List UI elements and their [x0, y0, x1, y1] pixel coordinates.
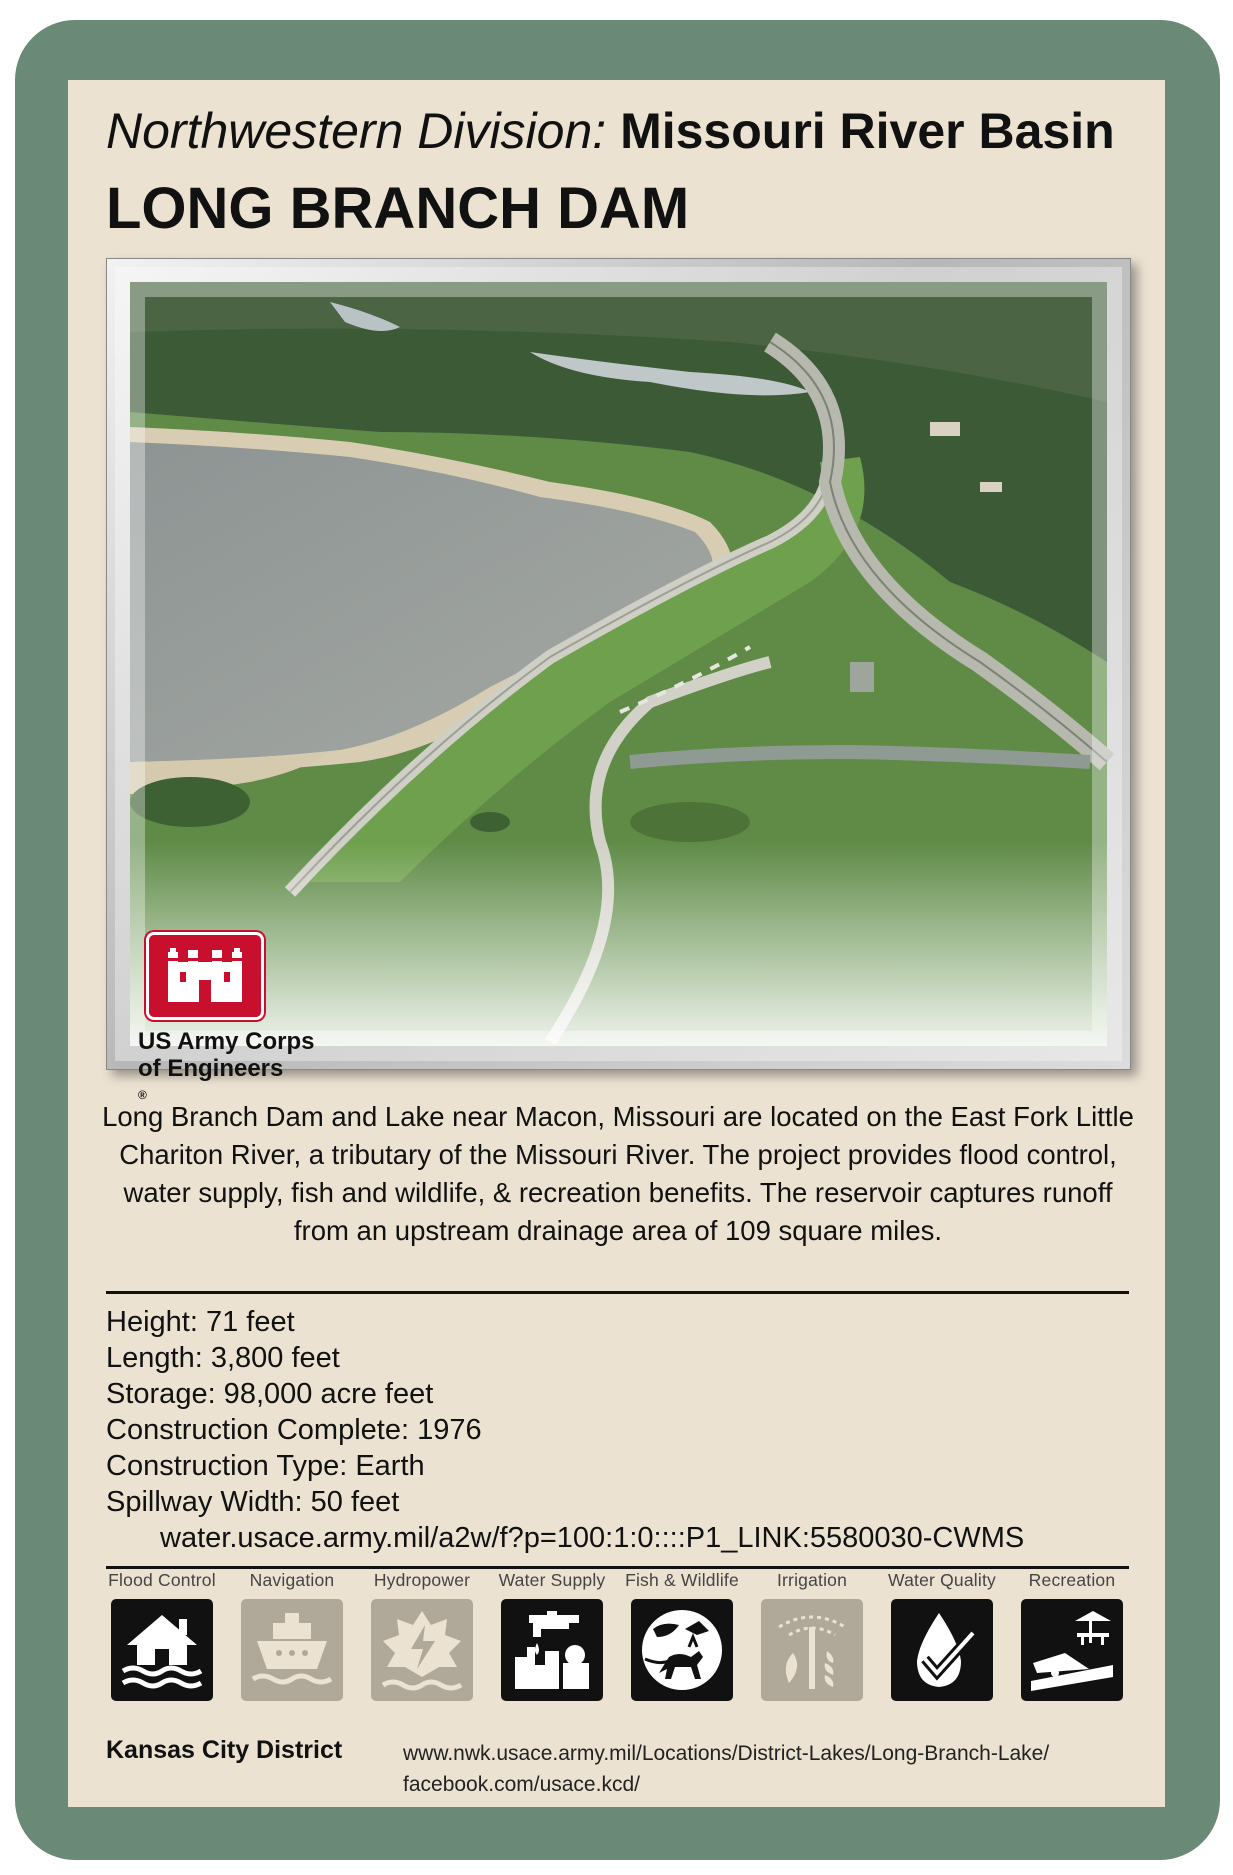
fact-length: Length: 3,800 feet: [106, 1342, 340, 1374]
hydropower-icon: [371, 1599, 473, 1701]
basin-name: Missouri River Basin: [620, 103, 1115, 159]
navigation-icon: [241, 1599, 343, 1701]
registered-mark: ®: [138, 1088, 147, 1102]
purpose-navigation: [228, 1570, 356, 1701]
purpose-fish-wildlife: [618, 1570, 746, 1701]
irrigation-icon: [761, 1599, 863, 1701]
purpose-label: Flood Control: [108, 1570, 216, 1590]
fact-spillway-width: Spillway Width: 50 feet: [106, 1486, 400, 1518]
usace-wordmark: [138, 1028, 314, 1109]
project-purposes: [98, 1570, 1138, 1720]
purpose-water-quality: [878, 1570, 1006, 1701]
district-name: Kansas City District: [106, 1736, 343, 1764]
fact-storage: Storage: 98,000 acre feet: [106, 1378, 434, 1410]
purpose-label: Water Quality: [888, 1570, 996, 1590]
fish-wildlife-icon: [631, 1599, 733, 1701]
logo-line-1: US Army Corps: [138, 1028, 315, 1055]
purpose-water-supply: [488, 1570, 616, 1701]
photo-frame: [106, 258, 1131, 1102]
footer-links: [403, 1738, 1049, 1800]
purpose-hydropower: [358, 1570, 486, 1701]
logo-line-2: of Engineers: [138, 1055, 284, 1082]
water-data-link[interactable]: water.usace.army.mil/a2w/f?p=100:1:0::::P1_LINK:5580030-CWMS: [160, 1522, 1025, 1554]
purpose-label: Recreation: [1028, 1570, 1116, 1590]
dam-facts: [106, 1304, 482, 1520]
dam-card: [68, 80, 1165, 1807]
purpose-flood-control: [98, 1570, 226, 1701]
district-website-link[interactable]: www.nwk.usace.army.mil/Locations/District-Lakes/Long-Branch-Lake/: [403, 1742, 1050, 1765]
aerial-photo: [130, 282, 1107, 1102]
purpose-label: Hydropower: [373, 1570, 471, 1590]
purpose-irrigation: [748, 1570, 876, 1701]
water-supply-icon: [501, 1599, 603, 1701]
purpose-recreation: [1008, 1570, 1136, 1701]
castle-icon: [146, 932, 264, 1020]
divider-top: [106, 1291, 1129, 1294]
dam-title: LONG BRANCH DAM: [106, 176, 690, 241]
recreation-icon: [1021, 1599, 1123, 1701]
flood-control-icon: [111, 1599, 213, 1701]
usace-logo: [138, 932, 314, 1109]
fact-construction-complete: Construction Complete: 1976: [106, 1414, 482, 1446]
purpose-label: Fish & Wildlife: [625, 1570, 739, 1590]
water-quality-icon: [891, 1599, 993, 1701]
division-name: Northwestern Division:: [106, 103, 607, 159]
divider-bottom: [106, 1566, 1129, 1569]
purpose-label: Irrigation: [776, 1570, 848, 1590]
fact-construction-type: Construction Type: Earth: [106, 1450, 425, 1482]
purpose-label: Water Supply: [498, 1570, 606, 1590]
facebook-link[interactable]: facebook.com/usace.kcd/: [403, 1773, 640, 1796]
purpose-label: Navigation: [249, 1570, 335, 1590]
project-description: Long Branch Dam and Lake near Macon, Missouri are located on the East Fork Little Chariton River, a tributary of the Missouri River. The project provides flood control, water supply, fish and wildlife, & recreation benefits. The reservoir captures runoff from an upstream drainage area of 109 square miles.: [102, 1101, 1134, 1246]
fact-height: Height: 71 feet: [106, 1306, 295, 1338]
division-heading: [106, 102, 1115, 160]
